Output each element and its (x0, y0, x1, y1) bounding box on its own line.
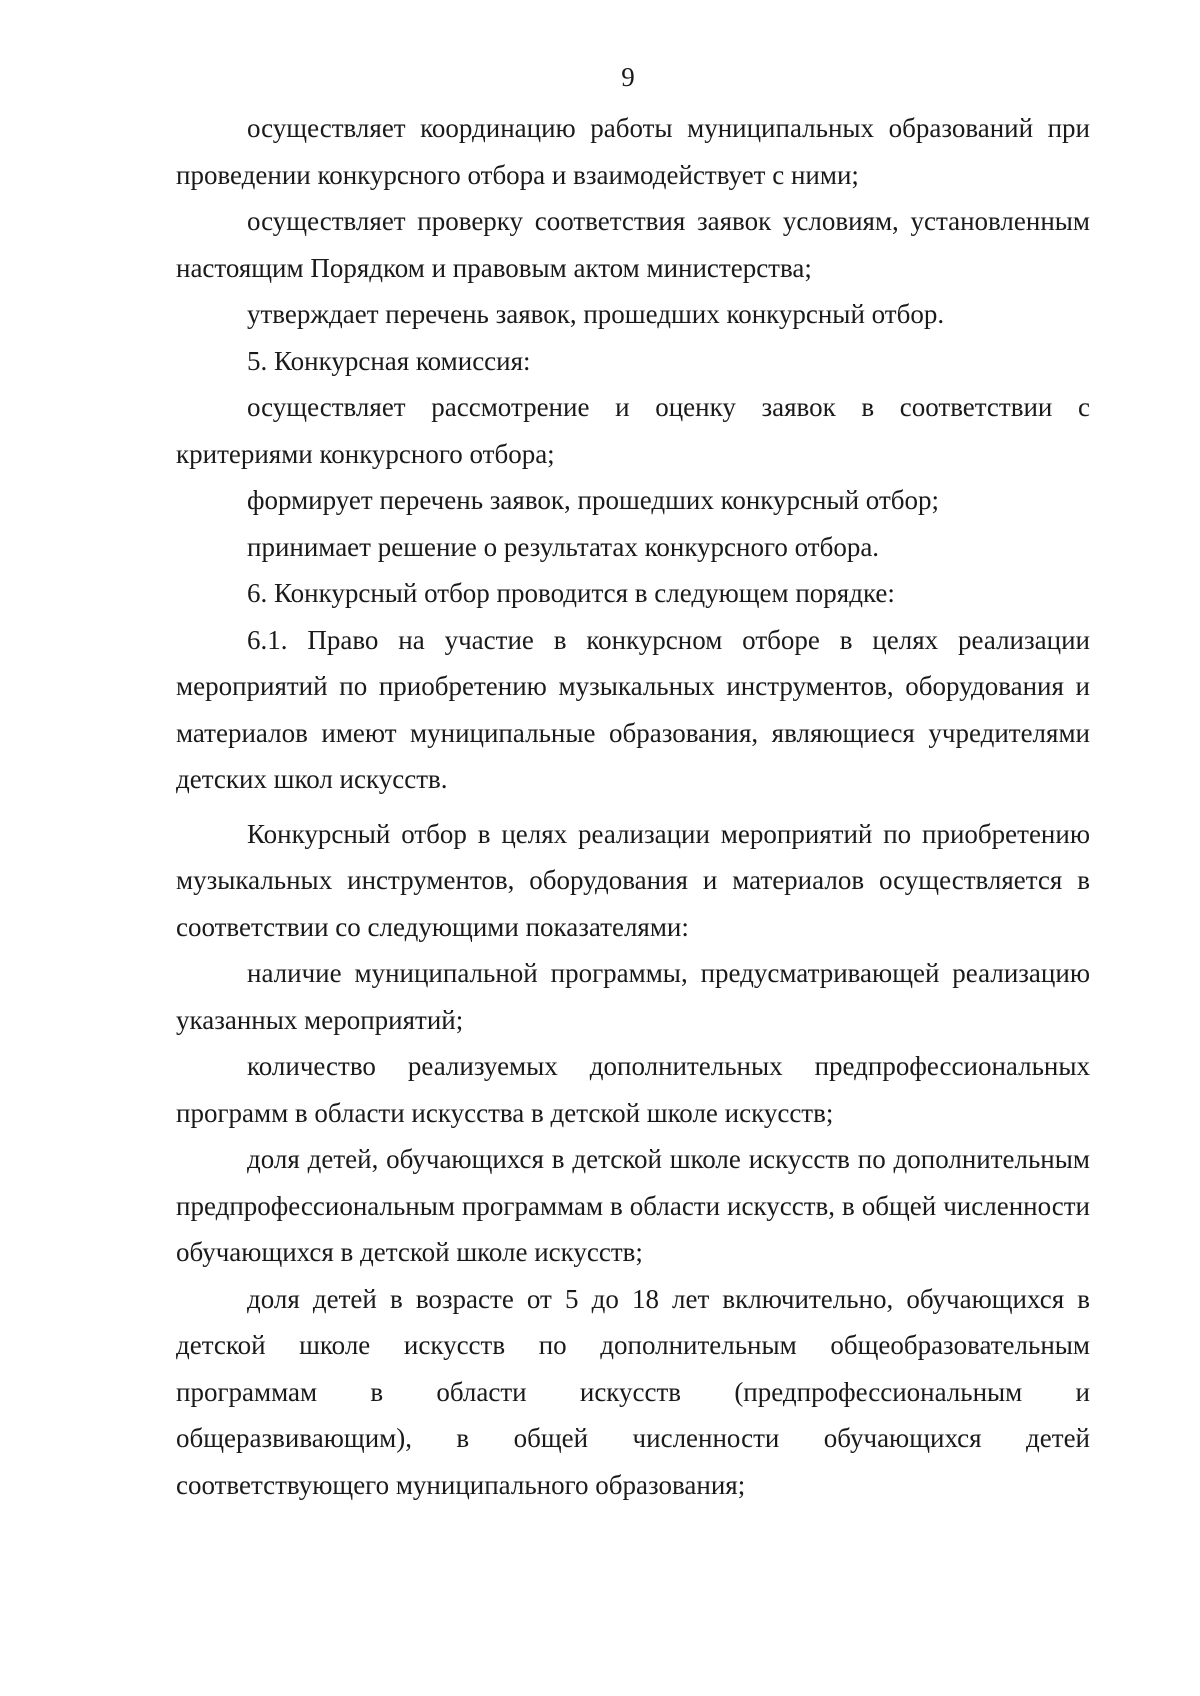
paragraph: 6. Конкурсный отбор проводится в следующем порядке: (247, 578, 895, 608)
paragraph: утверждает перечень заявок, прошедших конкурсный отбор. (247, 299, 945, 329)
paragraph: осуществляет рассмотрение и оценку заявок в соответствии с критериями конкурсного отбора; (176, 392, 1090, 469)
page-number: 9 (621, 62, 635, 92)
paragraph: доля детей в возрасте от 5 до 18 лет включительно, обучающихся в детской школе искусств по дополнительным общеобразовательным программам в области искусств (предпрофессиональным и общеразвивающим), в общей численности обучающихся детей соответствующего муниципального образования; (176, 1283, 1090, 1500)
paragraph: 5. Конкурсная комиссия: (247, 345, 531, 376)
paragraph: доля детей, обучающихся в детской школе искусств по дополнительным предпрофессиональным программам в области искусств, в общей численности обучающихся в детской школе искусств; (176, 1144, 1090, 1267)
paragraph: 6.1. Право на участие в конкурсном отборе в целях реализации мероприятий по приобретению музыкальных инструментов, оборудования и материалов имеют муниципальные образования, являющиеся учредителями детских школ искусств. (176, 624, 1090, 794)
paragraph: количество реализуемых дополнительных предпрофессиональных программ в области искусства в детской школе искусств; (176, 1051, 1090, 1128)
paragraph: наличие муниципальной программы, предусматривающей реализацию указанных мероприятий; (176, 958, 1090, 1035)
paragraph: Конкурсный отбор в целях реализации мероприятий по приобретению музыкальных инструментов, оборудования и материалов осуществляется в соответствии со следующими показателями: (176, 818, 1090, 942)
document-body (176, 105, 1090, 1508)
paragraph: формирует перечень заявок, прошедших конкурсный отбор; (247, 485, 939, 515)
paragraph: осуществляет проверку соответствия заявок условиям, установленным настоящим Порядком и правовым актом министерства; (176, 206, 1090, 283)
paragraph: осуществляет координацию работы муниципальных образований при проведении конкурсного отбора и взаимодействует с ними; (176, 113, 1090, 190)
paragraph: принимает решение о результатах конкурсного отбора. (247, 531, 880, 562)
